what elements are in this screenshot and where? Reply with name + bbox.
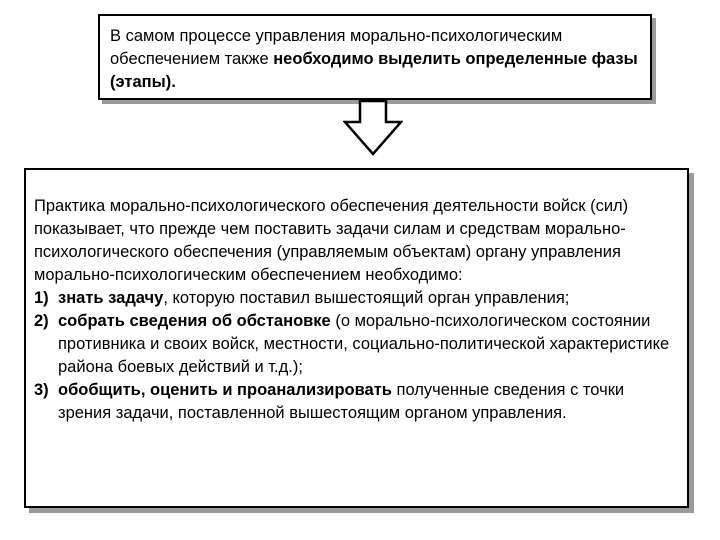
item-number: 1) xyxy=(34,289,49,307)
list-item xyxy=(34,287,681,310)
list-item xyxy=(34,310,681,379)
list-item xyxy=(34,379,681,425)
item-number: 3) xyxy=(34,381,49,399)
intro-text: Практика морально-психологического обеспечения деятельности войск (сил) показывает, что прежде чем поставить задачи силам и средствам морально-психологического обеспечения (управляемым объектам) органу управления морально-психологическим обеспечением необходимо: xyxy=(34,197,629,284)
top-box-text: В самом процессе управления морально-психологическим обеспечением также xyxy=(110,27,563,68)
item-bold: собрать сведения об обстановке xyxy=(58,312,331,330)
item-text xyxy=(58,310,681,379)
item-text xyxy=(58,287,681,310)
item-bold: обобщить, оценить и проанализировать xyxy=(58,381,392,399)
top-box xyxy=(98,14,652,100)
item-text xyxy=(58,379,681,425)
item-rest: , которую поставил вышестоящий орган управления; xyxy=(163,289,570,307)
item-rest: (о морально-психологическом состоянии противника и своих войск, местности, социально-политической характеристике района боевых действий и т.д.); xyxy=(58,312,670,376)
item-number: 2) xyxy=(34,312,49,330)
item-rest: полученные сведения с точки зрения задачи, поставленной вышестоящим органом управления. xyxy=(58,381,625,422)
top-box-bold-text: необходимо выделить определенные фазы (этапы). xyxy=(110,50,638,91)
item-bold: знать задачу xyxy=(58,289,164,307)
down-arrow-icon xyxy=(343,100,403,156)
main-box xyxy=(24,168,689,508)
